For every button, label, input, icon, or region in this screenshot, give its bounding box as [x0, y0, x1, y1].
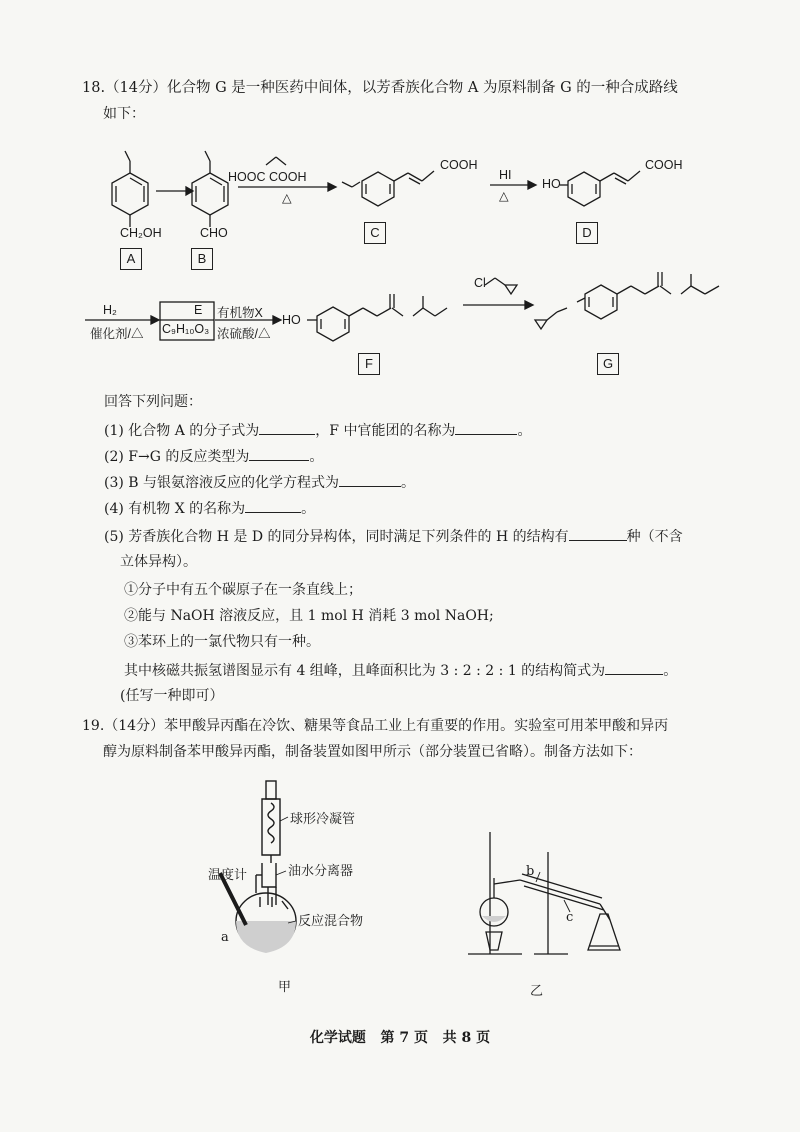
page-footer: [0, 1028, 800, 1048]
footer-subject: 化学试题: [309, 1030, 366, 1046]
e-formula: C₉H₁₀O₃: [162, 322, 210, 336]
sub-question-5: (5) 芳香族化合物 H 是 D 的同分异构体，同时满足下列条件的 H 的结构有 种（不含: [104, 526, 683, 547]
compound-f-structure: [307, 294, 447, 341]
reaction-scheme-row2: [85, 250, 735, 380]
sub-question-4: (4) 有机物 X 的名称为 。: [104, 498, 315, 519]
conc-acid-text: 浓硫酸/△: [217, 327, 271, 341]
answer-blank-nmr[interactable]: [605, 660, 663, 675]
sub-question-3: (3) B 与银氨溶液反应的化学方程式为 。: [104, 472, 415, 493]
reflux-condenser-icon: [262, 781, 280, 863]
label-a-point: a: [221, 930, 229, 945]
condition-2: ②能与 NaOH 溶液反应，且 1 mol H 消耗 3 mol NaOH;: [124, 608, 494, 624]
figure-yi-label: 乙: [530, 984, 544, 999]
q18-header-line1: 18.（14分）化合物 G 是一种医药中间体，以芳香族化合物 A 为原料制备 G 的一种合成路线: [82, 80, 678, 96]
q19-line2: 醇为原料制备苯甲酸异丙酯，制备装置如图甲所示（部分装置已省略）。制备方法如下：: [103, 744, 642, 760]
distilling-flask-icon: [480, 878, 520, 926]
answer-blank-5[interactable]: [569, 526, 627, 541]
answer-intro: 回答下列问题：: [104, 394, 202, 410]
d-ho-text: HO: [542, 177, 561, 191]
label-g: G: [597, 353, 619, 375]
answer-blank-1a[interactable]: [259, 420, 315, 435]
compound-b-structure: [192, 151, 228, 227]
answer-blank-3[interactable]: [339, 472, 401, 487]
label-a: A: [120, 248, 142, 270]
answer-blank-2[interactable]: [249, 446, 309, 461]
nmr-question: 其中核磁共振氢谱图显示有 4 组峰，且峰面积比为 3 : 2 : 2 : 1 的结构简式为 。: [124, 660, 677, 681]
label-mixture: 反应混合物: [298, 914, 364, 929]
e-label: E: [194, 303, 203, 317]
answer-blank-1b[interactable]: [455, 420, 517, 435]
compound-d-structure: [560, 171, 640, 206]
footer-page: 第 7 页: [380, 1030, 428, 1046]
malonic-reagent-text: HOOC COOH: [228, 170, 307, 184]
figure-jia-label: 甲: [278, 980, 292, 995]
label-b: B: [191, 248, 213, 270]
b-cho-text: CHO: [200, 226, 228, 240]
label-d: D: [576, 222, 598, 244]
label-condenser: 球形冷凝管: [290, 812, 356, 827]
compound-a-structure: [112, 151, 148, 227]
cl-text: Cl: [474, 276, 486, 290]
label-c-port: c: [566, 910, 574, 925]
c-cooh-text: COOH: [440, 158, 478, 172]
organic-x-text: 有机物X: [217, 306, 263, 320]
f-ho-text: HO: [282, 313, 301, 327]
answer-blank-4[interactable]: [245, 498, 301, 513]
d-cooh-text: COOH: [645, 158, 683, 172]
label-f: F: [358, 353, 380, 375]
sub-question-1: (1) 化合物 A 的分子式为 ，F 中官能团的名称为 。: [104, 420, 531, 441]
delta-2: △: [499, 189, 509, 203]
compound-g-structure: [535, 272, 719, 329]
nmr-note: (任写一种即可）: [120, 688, 224, 704]
delta-1: △: [282, 191, 292, 205]
label-thermometer: 温度计: [208, 868, 248, 883]
hi-reagent-text: HI: [499, 168, 512, 182]
a-ch2oh-text: CH₂OH: [120, 226, 162, 240]
q19-line1: 19.（14分）苯甲酸异丙酯在冷饮、糖果等食品工业上有重要的作用。实验室可用苯甲酸和异丙: [82, 718, 669, 734]
catalyst-text: 催化剂/△: [90, 327, 144, 341]
apparatus-yi: [460, 822, 630, 967]
label-c: C: [364, 222, 386, 244]
q18-header-line2: 如下：: [103, 106, 145, 122]
oil-water-separator-icon: [256, 863, 276, 905]
footer-total: 共 8 页: [442, 1030, 491, 1046]
conical-flask-icon: [588, 914, 620, 950]
condition-3: ③苯环上的一氯代物只有一种。: [124, 634, 320, 650]
label-b-port: b: [526, 864, 535, 879]
label-separator: 油水分离器: [288, 864, 354, 879]
condition-1: ①分子中有五个碳原子在一条直线上；: [124, 582, 362, 598]
h2-text: H₂: [103, 303, 117, 317]
burner-icon: [486, 932, 502, 950]
compound-c-structure: [342, 171, 434, 206]
sub-question-5-cont: 立体异构）。: [120, 554, 197, 570]
sub-question-2: (2) F→G 的反应类型为 。: [104, 446, 323, 467]
